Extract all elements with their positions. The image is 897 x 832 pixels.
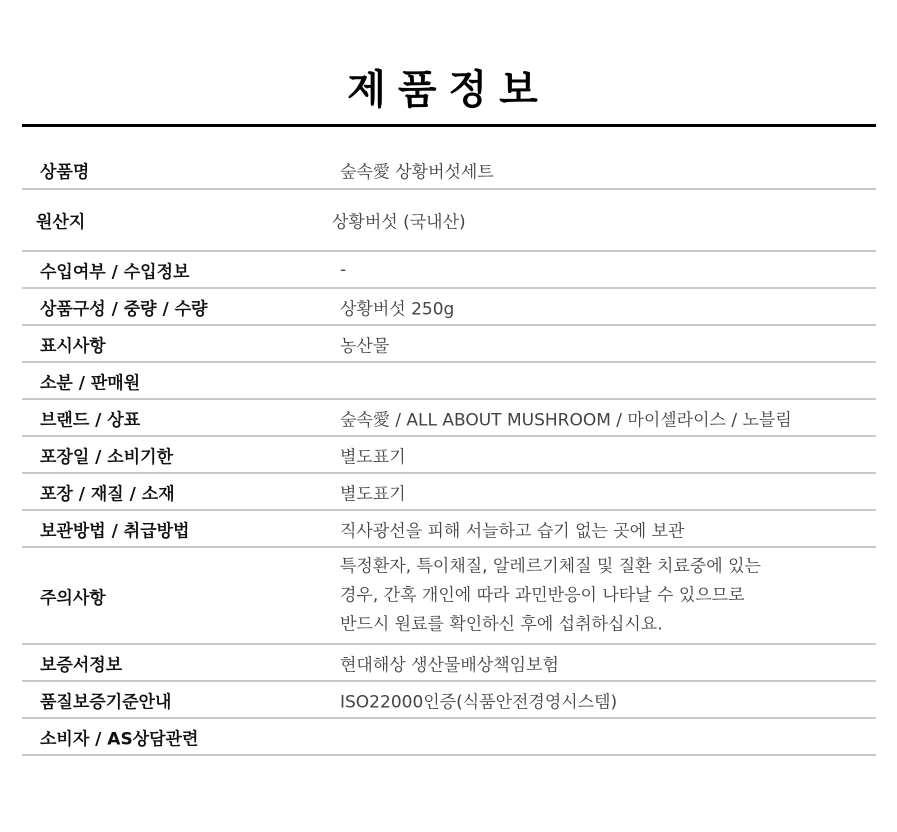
- row-label: 주의사항: [40, 588, 106, 608]
- row-seller: [22, 363, 876, 400]
- row-label: 포장 / 재질 / 소재: [40, 484, 175, 504]
- row-brand: [22, 400, 876, 437]
- row-label: 품질보증기준안내: [40, 692, 172, 712]
- page-title: 제품정보: [347, 67, 550, 113]
- row-caution: [22, 548, 876, 645]
- row-label: 보증서정보: [40, 655, 123, 675]
- row-warranty: [22, 645, 876, 682]
- row-value: 상황버섯 250g: [340, 299, 455, 319]
- row-value: -: [340, 259, 347, 280]
- caution-line: 경우, 간혹 개인에 따라 과민반응이 나타날 수 있으므로: [340, 585, 745, 605]
- row-label: 포장일 / 소비기한: [40, 447, 173, 467]
- row-label: 상품명: [40, 162, 90, 183]
- row-value: 별도표기: [340, 484, 406, 504]
- row-label: 원산지: [36, 212, 86, 233]
- caution-line: 특정환자, 특이채질, 알레르기체질 및 질환 치료중에 있는: [340, 556, 761, 576]
- row-origin: [22, 190, 876, 252]
- row-label: 상품구성 / 중량 / 수량: [40, 299, 208, 319]
- row-value: 상황버섯 (국내산): [332, 212, 466, 233]
- row-label: 보관방법 / 취급방법: [40, 521, 190, 541]
- row-value: 농산물: [340, 336, 390, 356]
- row-customer-service: [22, 719, 876, 756]
- row-label: 소분 / 판매원: [40, 373, 141, 393]
- row-value: 현대해상 생산물배상책임보험: [340, 655, 559, 675]
- row-value: 숲속愛 상황버섯세트: [340, 162, 494, 183]
- row-packaging: [22, 474, 876, 511]
- row-value: ISO22000인증(식품안전경영시스템): [340, 692, 618, 712]
- row-label: 표시사항: [40, 336, 106, 356]
- title-divider: [22, 124, 876, 127]
- row-value: [340, 552, 761, 639]
- row-storage: [22, 511, 876, 548]
- row-quality: [22, 682, 876, 719]
- product-info-table: [22, 152, 876, 756]
- caution-line: 반드시 원료를 확인하신 후에 섭취하십시요.: [340, 614, 663, 634]
- row-label: 수입여부 / 수입정보: [40, 262, 190, 282]
- row-import: [22, 252, 876, 289]
- row-product-name: [22, 152, 876, 190]
- row-labeling: [22, 326, 876, 363]
- row-expiry: [22, 437, 876, 474]
- row-label: 소비자 / AS상담관련: [40, 729, 199, 749]
- row-value: 직사광선을 피해 서늘하고 습기 없는 곳에 보관: [340, 521, 685, 541]
- row-value: 별도표기: [340, 447, 406, 467]
- row-composition: [22, 289, 876, 326]
- row-label: 브랜드 / 상표: [40, 410, 141, 430]
- row-value: 숲속愛 / ALL ABOUT MUSHROOM / 마이셀라이스 / 노블림: [340, 410, 792, 430]
